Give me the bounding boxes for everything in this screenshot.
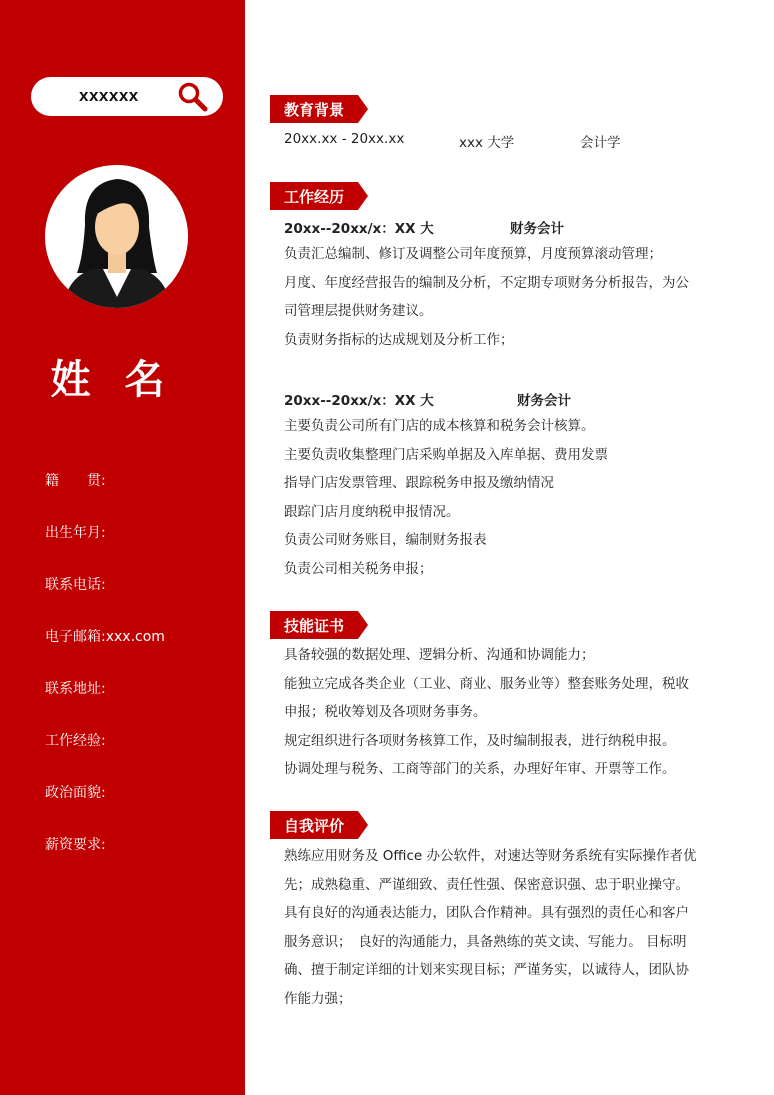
email-value: xxx.com bbox=[105, 629, 165, 645]
info-hometown: 籍 贯: bbox=[45, 473, 106, 489]
self-eval-line: 作能力强； bbox=[284, 990, 352, 1007]
section-title: 工作经历 bbox=[284, 188, 345, 206]
skill-line: 具备较强的数据处理、逻辑分析、沟通和协调能力； bbox=[284, 647, 595, 663]
section-title: 自我评价 bbox=[284, 817, 345, 835]
education-school: xxx 大学 bbox=[459, 135, 515, 151]
info-political-status: 政治面貌: bbox=[45, 785, 106, 801]
job-1-duty: 负责财务指标的达成规划及分析工作； bbox=[284, 331, 514, 348]
info-salary: 薪资要求: bbox=[45, 837, 106, 853]
self-eval-line: 具有良好的沟通表达能力，团队合作精神。具有强烈的责任心和客户 bbox=[284, 905, 689, 921]
self-eval-line: 服务意识； 良好的沟通能力，具备熟练的英文读、写能力。 目标明 bbox=[284, 933, 687, 950]
job-1-position: 财务会计 bbox=[510, 221, 564, 237]
job-1-duties bbox=[284, 240, 716, 354]
skill-line: 申报；税收筹划及各项财务事务。 bbox=[284, 704, 487, 720]
info-address: 联系地址: bbox=[45, 681, 106, 697]
job-1-duty: 月度、年度经营报告的编制及分析，不定期专项财务分析报告，为公 bbox=[284, 274, 689, 291]
info-birthdate: 出生年月: bbox=[45, 525, 106, 541]
job-2-duty: 主要负责公司所有门店的成本核算和税务会计核算。 bbox=[284, 418, 595, 434]
skill-line: 协调处理与税务、工商等部门的关系，办理好年审、开票等工作。 bbox=[284, 761, 676, 777]
skill-line: 规定组织进行各项财务核算工作，及时编制报表，进行纳税申报。 bbox=[284, 732, 676, 749]
job-1-duty: 负责汇总编制、修订及调整公司年度预算，月度预算滚动管理； bbox=[284, 246, 662, 262]
info-email: 电子邮箱:xxx.com bbox=[45, 629, 165, 645]
self-eval-line: 确、擅于制定详细的计划来实现目标；严谨务实，以诚待人，团队协 bbox=[284, 962, 689, 978]
job-1-duty: 司管理层提供财务建议。 bbox=[284, 303, 433, 319]
job-2-duties bbox=[284, 412, 716, 583]
self-eval-line: 熟练应用财务及 Office 办公软件，对速达等财务系统有实际操作者优 bbox=[284, 848, 697, 864]
job-2-duty: 负责公司财务账目，编制财务报表 bbox=[284, 532, 487, 548]
candidate-name: 姓 名 bbox=[50, 357, 175, 403]
skills-list bbox=[284, 641, 716, 784]
job-2-duty: 指导门店发票管理、跟踪税务申报及缴纳情况 bbox=[284, 475, 554, 491]
self-eval-line: 先；成熟稳重、严谨细致、责任性强、保密意识强、忠于职业操守。 bbox=[284, 876, 689, 893]
section-title: 技能证书 bbox=[284, 617, 345, 635]
avatar-portrait-icon bbox=[45, 165, 188, 308]
info-experience: 工作经验: bbox=[45, 733, 106, 749]
search-icon[interactable] bbox=[177, 81, 209, 113]
skill-line: 能独立完成各类企业（工业、商业、服务业等）整套账务处理，税收 bbox=[284, 675, 689, 692]
job-1-period-company: 20xx--20xx/x：XX 大 bbox=[284, 221, 434, 237]
search-box[interactable] bbox=[31, 77, 223, 116]
job-2-position: 财务会计 bbox=[517, 393, 571, 409]
sidebar bbox=[0, 0, 245, 1095]
job-2-period-company: 20xx--20xx/x：XX 大 bbox=[284, 393, 434, 409]
info-phone: 联系电话: bbox=[45, 577, 106, 593]
job-2-duty: 主要负责收集整理门店采购单据及入库单据、费用发票 bbox=[284, 446, 608, 463]
self-eval-text bbox=[284, 842, 716, 1013]
job-2-duty: 跟踪门店月度纳税申报情况。 bbox=[284, 503, 460, 520]
education-period: 20xx.xx - 20xx.xx bbox=[284, 131, 405, 147]
avatar bbox=[45, 165, 188, 308]
education-major: 会计学 bbox=[580, 135, 621, 151]
search-text: xxxxxx bbox=[79, 86, 139, 105]
section-title: 教育背景 bbox=[284, 101, 345, 119]
job-2-duty: 负责公司相关税务申报； bbox=[284, 560, 433, 577]
